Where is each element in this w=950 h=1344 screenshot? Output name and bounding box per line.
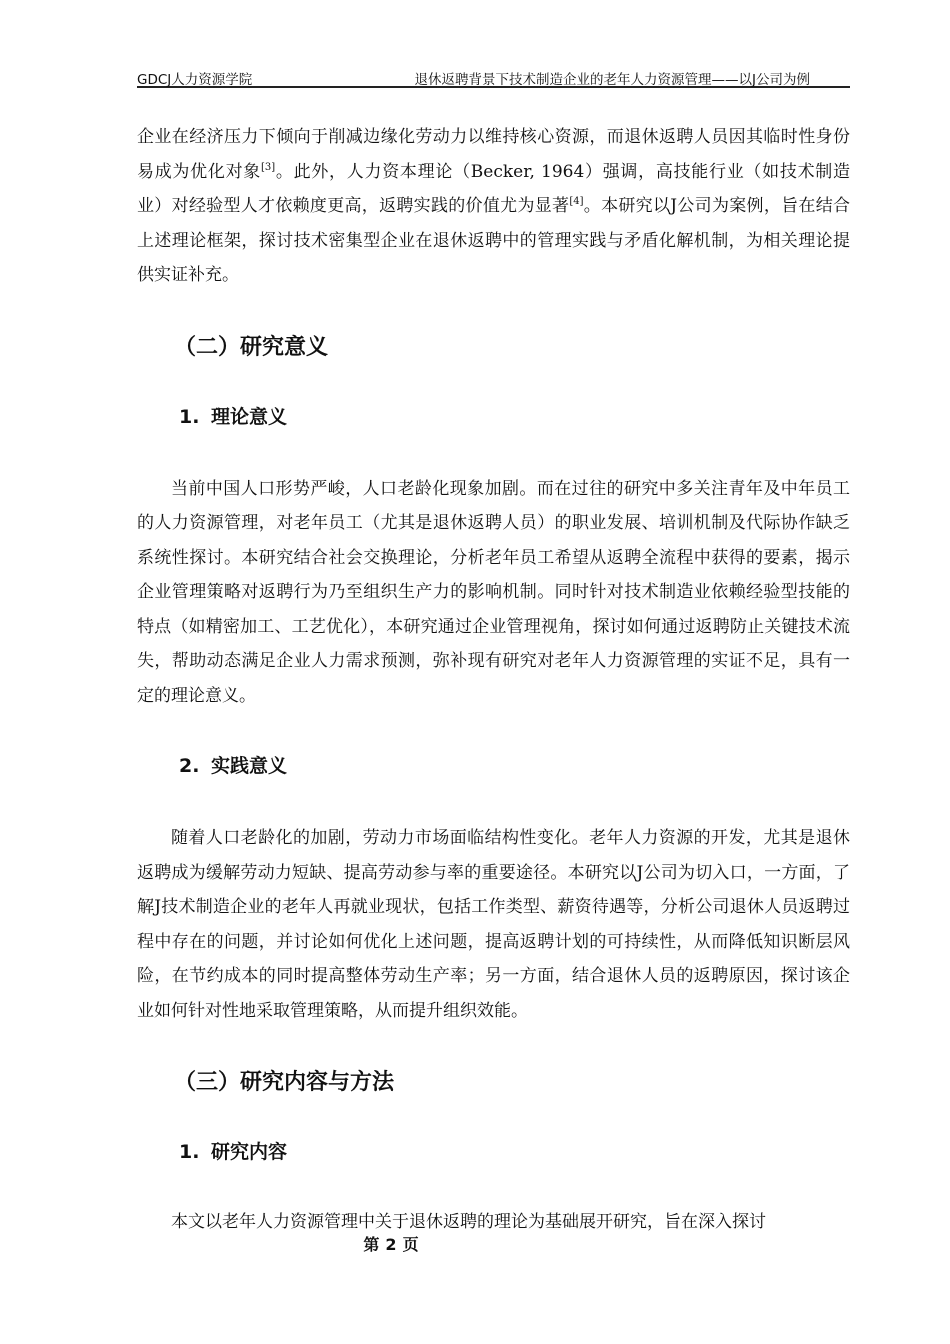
content-paragraph: 本文以老年人力资源管理中关于退休返聘的理论为基础展开研究，旨在深入探讨	[171, 1212, 766, 1232]
subsection-label: 理论意义	[211, 405, 288, 428]
intro-paragraph	[137, 120, 850, 293]
subsection-number: 1.	[179, 1141, 200, 1163]
intro-text-1: 企业在经济压力下倾向于削减边缘化劳动力以维持核心资源，而退休返聘人员因其临时性身份易成为优化对象	[137, 127, 850, 182]
footer-suffix: 页	[402, 1235, 419, 1254]
subsection-title-content	[137, 1135, 850, 1169]
header-school: GDCJ人力资源学院	[137, 72, 253, 88]
subsection-number: 2.	[179, 755, 200, 777]
section-title-content-methods: （三）研究内容与方法	[174, 1070, 395, 1095]
intro-text-2: 。此外，人力资本理论（Becker, 1964）强调，高技能行业（如技术制造业）对经验型人才依赖度更高，返聘实践的价值尤为显著	[137, 161, 851, 216]
intro-text-3: 。本研究以J公司为案例，旨在结合上述理论框架，探讨技术密集型企业在退休返聘中的管理实践与矛盾化解机制，为相关理论提供实证补充。	[137, 196, 850, 285]
practice-paragraph: 随着人口老龄化的加剧，劳动力市场面临结构性变化。老年人力资源的开发，尤其是退休返聘成为缓解劳动力短缺、提高劳动参与率的重要途径。本研究以J公司为切入口，一方面，了解J技术制造企业的老年人再就业现状，包括工作类型、薪资待遇等，分析公司退休人员返聘过程中存在的问题，并讨论如何优化上述问题，提高返聘计划的可持续性，从而降低知识断层风险，在节约成本的同时提高整体劳动生产率；另一方面，结合退休人员的返聘原因，探讨该企业如何针对性地采取管理策略，从而提升组织效能。	[137, 828, 850, 1021]
subsection-title-practice	[137, 749, 850, 783]
page-footer	[0, 1232, 782, 1255]
page-body	[137, 120, 850, 1240]
subsection-number: 1.	[179, 405, 200, 428]
header-title: 退休返聘背景下技术制造企业的老年人力资源管理——以J公司为例	[414, 72, 810, 88]
citation-4[interactable]: [4]	[569, 196, 584, 207]
subsection-label: 研究内容	[211, 1141, 288, 1163]
subsection-title-theory	[137, 400, 850, 434]
theory-paragraph: 当前中国人口形势严峻，人口老龄化现象加剧。而在过往的研究中多关注青年及中年员工的人力资源管理，对老年员工（尤其是退休返聘人员）的职业发展、培训机制及代际协作缺乏系统性探讨。本研究结合社会交换理论，分析老年员工希望从返聘全流程中获得的要素，揭示企业管理策略对返聘行为乃至组织生产力的影响机制。同时针对技术制造业依赖经验型技能的特点（如精密加工、工艺优化），本研究通过企业管理视角，探讨如何通过返聘防止关键技术流失，帮助动态满足企业人力需求预测，弥补现有研究对老年人力资源管理的实证不足，具有一定的理论意义。	[137, 478, 850, 706]
page-header	[137, 66, 850, 88]
footer-prefix: 第	[363, 1235, 380, 1254]
subsection-label: 实践意义	[211, 755, 288, 777]
citation-3[interactable]: [3]	[261, 161, 276, 173]
section-title-research-significance: （二）研究意义	[174, 334, 329, 360]
page-number: 2	[385, 1235, 397, 1254]
